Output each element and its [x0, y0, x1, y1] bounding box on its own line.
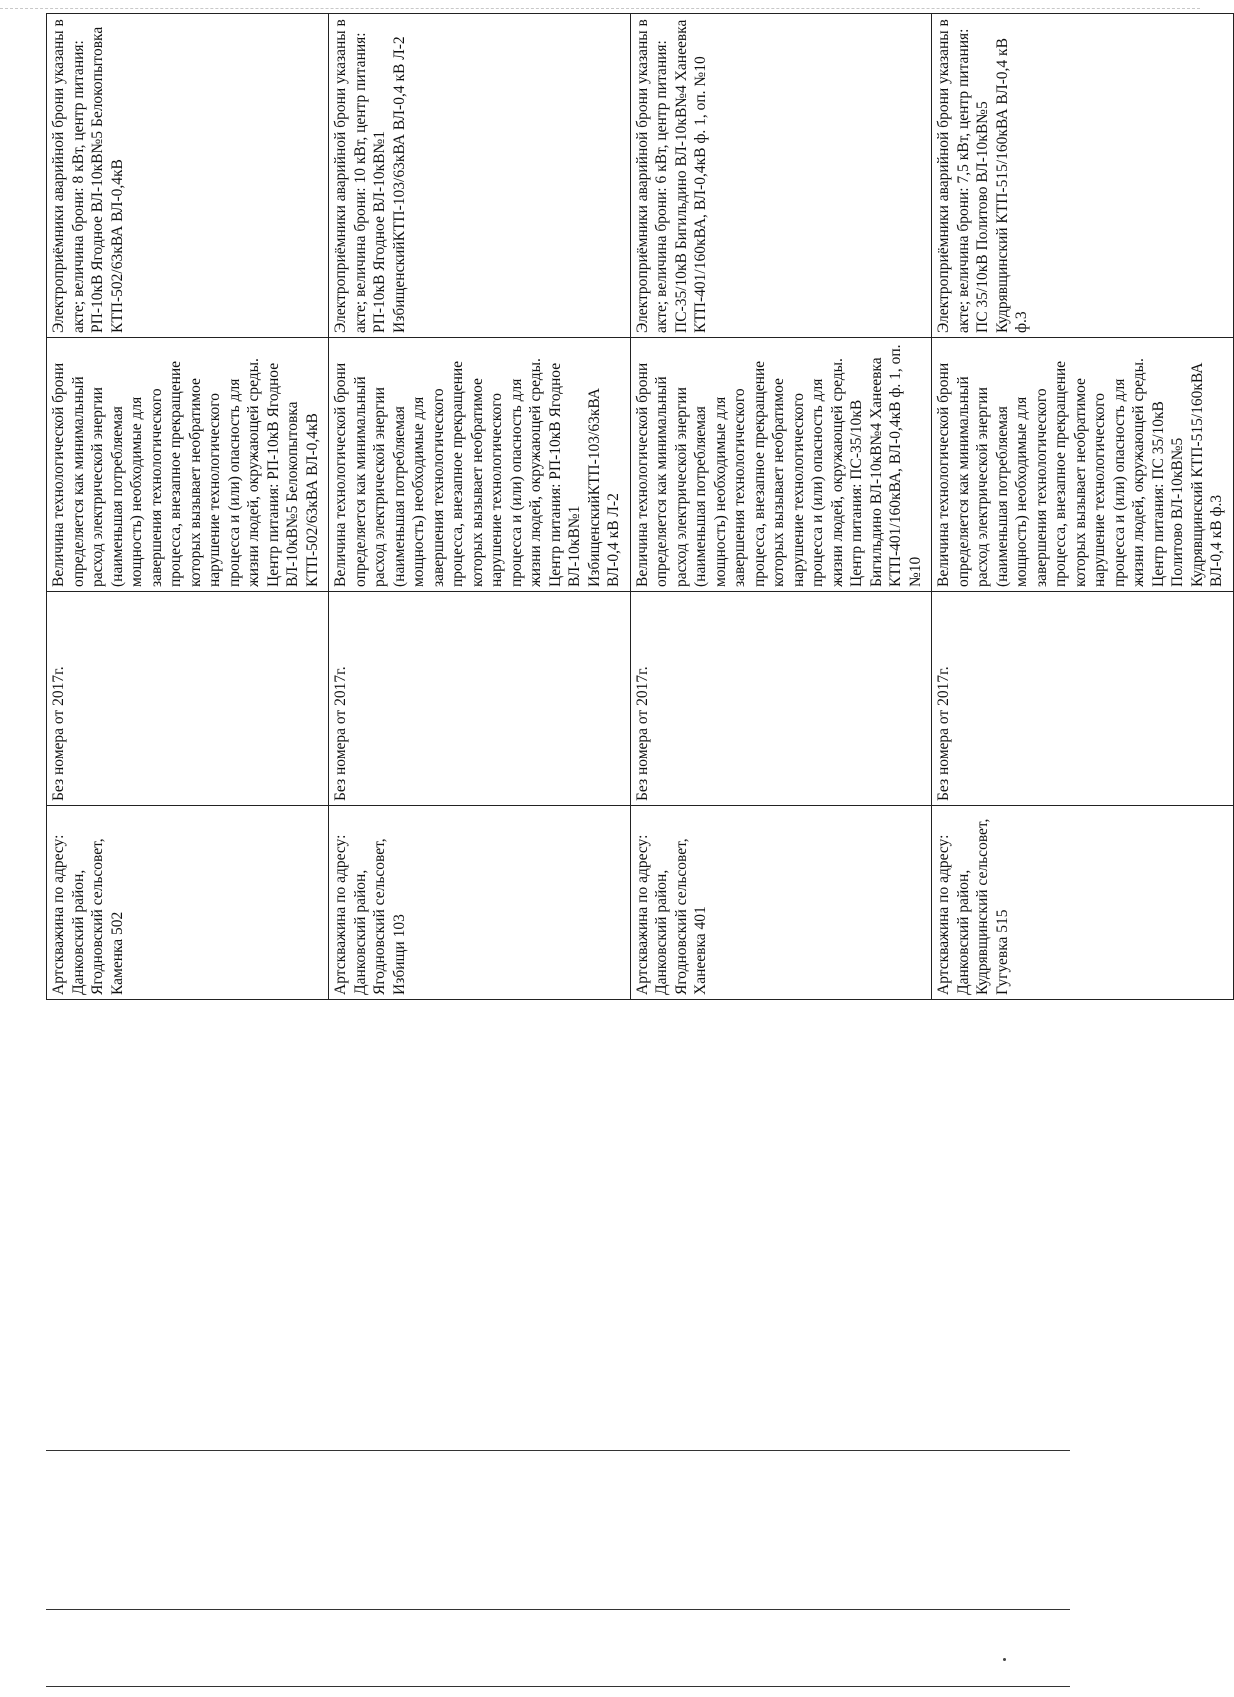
emergency-reserve-cell: Электроприёмники аварийной брони указаны в акте; величина брони: 6 кВт, центр питания: ПС-35/10кВ Бигильдино ВЛ-10кВ№4 Ханеевка КТП-401/160кВА, ВЛ-0,4кВ ф. 1, оп. №10	[630, 14, 932, 338]
document-cell: Без номера от 2017г.	[329, 592, 631, 806]
table-row	[329, 14, 631, 1000]
technological-reserve-cell: Величина технологической брони определяется как минимальный расход электрической энергии (наименьшая потребляемая мощность) необходимые для завершения технологического процесса, внезапное прекращение которых вызывает необратимое нарушение технологического процесса и (или) опасность для жизни людей, окружающей среды. Центр питания: ПС-35/10кВ Бигильдино ВЛ-10кВ№4 Ханеевка КТП-401/160кВА, ВЛ-0,4кВ ф. 1, оп. №10	[630, 338, 932, 592]
technological-reserve-cell: Величина технологической брони определяется как минимальный расход электрической энергии (наименьшая потребляемая мощность) необходимые для завершения технологического процесса, внезапное прекращение которых вызывает необратимое нарушение технологического процесса и (или) опасность для жизни людей, окружающей среды. Центр питания: ПС 35/10кВ Политово ВЛ-10кВ№5 Кудрявщинский КТП-515/160кВА ВЛ-0,4 кВ ф.3	[932, 338, 1234, 592]
emergency-reserve-cell: Электроприёмники аварийной брони указаны в акте; величина брони: 8 кВт, центр питания: РП-10кВ Ягодное ВЛ-10кВ№5 Белокопытовка КТП-502/63кВА ВЛ-0,4кВ	[47, 14, 329, 338]
technological-reserve-cell: Величина технологической брони определяется как минимальный расход электрической энергии (наименьшая потребляемая мощность) необходимые для завершения технологического процесса, внезапное прекращение которых вызывает необратимое нарушение технологического процесса и (или) опасность для жизни людей, окружающей среды. Центр питания: РП-10кВ Ягодное ВЛ-10кВ№5 Белокопытовка КТП-502/63кВА ВЛ-0,4кВ	[47, 338, 329, 592]
emergency-reserve-cell: Электроприёмники аварийной брони указаны в акте; величина брони: 7,5 кВт, центр питания: ПС 35/10кВ Политово ВЛ-10кВ№5 Кудрявщинский КТП-515/160кВА ВЛ-0,4 кВ ф.3	[932, 14, 1234, 338]
address-cell: Артскважина по адресу: Данковский район, Ягодновский сельсовет, Избищи 103	[329, 806, 631, 1000]
address-cell: Артскважина по адресу: Данковский район, Ягодновский сельсовет, Каменка 502	[47, 806, 329, 1000]
reservation-table	[46, 13, 1234, 1000]
table-row	[630, 14, 932, 1000]
scan-edge	[0, 8, 1200, 9]
document-cell: Без номера от 2017г.	[47, 592, 329, 806]
document-cell: Без номера от 2017г.	[630, 592, 932, 806]
scan-speck	[1003, 1658, 1006, 1661]
signature-line-2	[46, 1609, 1070, 1610]
signature-line-1	[46, 1450, 1070, 1451]
signature-line-3	[46, 1686, 1070, 1687]
table-row	[47, 14, 329, 1000]
address-cell: Артскважина по адресу: Данковский район, Кудрявщинский сельсовет, Гугуевка 515	[932, 806, 1234, 1000]
address-cell: Артскважина по адресу: Данковский район, Ягодновский сельсовет, Ханеевка 401	[630, 806, 932, 1000]
technological-reserve-cell: Величина технологической брони определяется как минимальный расход электрической энергии (наименьшая потребляемая мощность) необходимые для завершения технологического процесса, внезапное прекращение которых вызывает необратимое нарушение технологического процесса и (или) опасность для жизни людей, окружающей среды. Центр питания: РП-10кВ Ягодное ВЛ-10кВ№1 ИзбищенскийКТП-103/63кВА ВЛ-0,4 кВ Л-2	[329, 338, 631, 592]
document-cell: Без номера от 2017г.	[932, 592, 1234, 806]
table-row	[932, 14, 1234, 1000]
rotated-table-wrapper	[46, 19, 1225, 1000]
emergency-reserve-cell: Электроприёмники аварийной брони указаны в акте; величина брони: 10 кВт, центр питания: РП-10кВ Ягодное ВЛ-10кВ№1 ИзбищенскийКТП-103/63кВА ВЛ-0,4 кВ Л-2	[329, 14, 631, 338]
